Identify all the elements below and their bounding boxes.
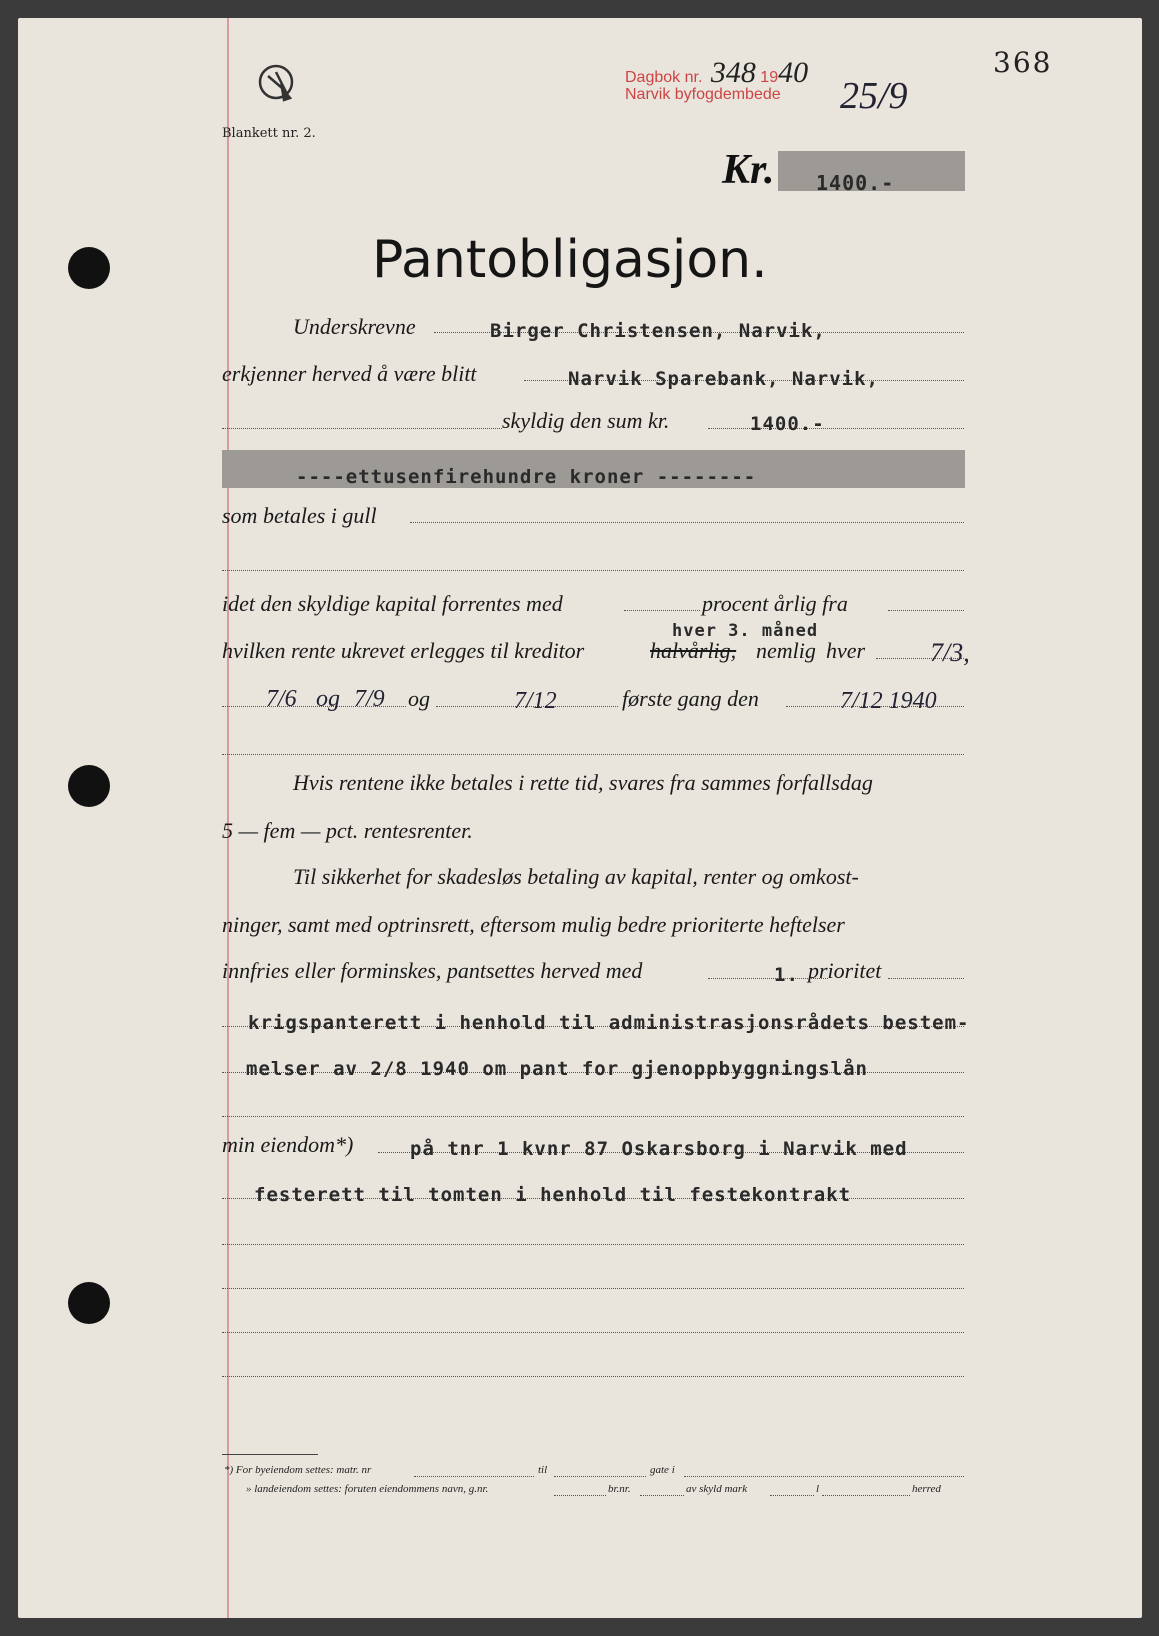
footnote-2e: herred xyxy=(912,1483,941,1495)
payment-label: som betales i gull xyxy=(222,503,377,528)
interest-date-1: 7/3, xyxy=(930,638,970,667)
interest-og-1: og xyxy=(316,686,340,712)
kr-amount: 1400.- xyxy=(816,171,895,195)
fill-line xyxy=(222,1376,964,1377)
sum-label: skyldig den sum kr. xyxy=(502,408,670,433)
interest-text-c: hvilken rente ukrevet erlegges til kreditor xyxy=(222,638,585,663)
late-interest-text: Hvis rentene ikke betales i rette tid, svares fra sammes forfallsdag xyxy=(293,770,873,795)
form-logo-icon xyxy=(256,62,304,108)
first-payment-date: 7/12 1940 xyxy=(840,688,937,714)
footnote-1c: gate i xyxy=(650,1464,675,1476)
creditor-label: erkjenner herved å være blitt xyxy=(222,361,477,386)
security-typed-1: krigspanterett i henhold til administrasjonsrådets bestem- xyxy=(248,1012,970,1034)
footnote-2a: » landeiendom settes: foruten eiendommens navn, g.nr. xyxy=(246,1483,489,1495)
fill-line xyxy=(770,1495,814,1496)
footnote-2b: br.nr. xyxy=(608,1483,631,1495)
fill-line xyxy=(222,1116,964,1117)
fill-line xyxy=(222,428,502,429)
fill-line xyxy=(708,428,964,429)
interest-date-4: 7/12 xyxy=(514,688,557,714)
stamp-year-prefix: 19 xyxy=(760,69,779,86)
fill-line xyxy=(554,1495,606,1496)
fill-line xyxy=(222,570,964,571)
punch-hole xyxy=(68,1282,110,1324)
footnote-rule xyxy=(222,1454,318,1455)
priority-label: prioritet xyxy=(808,958,882,983)
security-text-2: ninger, samt med optrinsrett, eftersom mulig bedre prioriterte heftelser xyxy=(222,912,845,937)
journal-number: 348 xyxy=(710,56,756,89)
interest-text-a: idet den skyldige kapital forrentes med xyxy=(222,591,563,616)
fill-line xyxy=(410,522,964,523)
late-interest-rate: 5 — fem — pct. rentesrenter. xyxy=(222,818,473,843)
fill-line xyxy=(222,1332,964,1333)
sum-value: 1400.- xyxy=(750,413,825,435)
stamp-date: 25/9 xyxy=(840,75,908,117)
fill-line xyxy=(222,1244,964,1245)
interest-text-b: procent årlig fra xyxy=(702,591,848,616)
interest-date-2: 7/6 xyxy=(266,686,297,712)
stamp-prefix: Dagbok nr. xyxy=(625,69,703,86)
interest-insert: hver 3. måned xyxy=(672,621,819,641)
fill-line xyxy=(888,978,964,979)
security-text-1: Til sikkerhet for skadesløs betaling av kapital, renter og omkost- xyxy=(293,864,859,889)
fill-line xyxy=(222,754,964,755)
interest-og-2: og xyxy=(408,686,430,711)
priority-number: 1. xyxy=(774,964,799,986)
fill-line xyxy=(888,610,964,611)
kr-label: Kr. xyxy=(722,147,775,193)
fill-line xyxy=(640,1495,684,1496)
debtor-label: Underskrevne xyxy=(293,314,416,339)
fill-line xyxy=(414,1476,534,1477)
journal-stamp xyxy=(625,56,808,90)
footnote-2c: av skyld mark xyxy=(686,1483,748,1495)
fill-line xyxy=(684,1476,964,1477)
fill-line xyxy=(822,1495,910,1496)
punch-hole xyxy=(68,247,110,289)
property-typed-1: på tnr 1 kvnr 87 Oskarsborg i Narvik med xyxy=(410,1138,908,1160)
property-typed-2: festerett til tomten i henhold til festekontrakt xyxy=(254,1184,852,1206)
property-label: min eiendom*) xyxy=(222,1132,354,1157)
journal-year: 40 xyxy=(778,56,809,89)
footnote-2d: l xyxy=(816,1483,820,1495)
document-title: Pantobligasjon. xyxy=(372,230,768,290)
interest-text-e: hver xyxy=(826,638,866,663)
fill-line xyxy=(222,1288,964,1289)
debtor-name: Birger Christensen, Narvik, xyxy=(490,320,826,342)
form-number: Blankett nr. 2. xyxy=(222,126,316,141)
interest-struck: halvårlig, xyxy=(650,638,737,663)
creditor-name: Narvik Sparebank, Narvik, xyxy=(568,368,879,390)
fill-line xyxy=(554,1476,646,1477)
first-payment-label: første gang den xyxy=(622,686,759,711)
footnote-1b: til xyxy=(538,1464,548,1476)
amount-words: ----ettusenfirehundre kroner -------- xyxy=(296,466,757,488)
page-number: 368 xyxy=(993,46,1053,79)
interest-date-3: 7/9 xyxy=(354,686,385,712)
fill-line xyxy=(624,610,700,611)
interest-text-d: nemlig xyxy=(756,638,816,663)
document-page xyxy=(18,18,1142,1618)
punch-hole xyxy=(68,765,110,807)
security-text-3: innfries eller forminskes, pantsettes herved med xyxy=(222,958,643,983)
stamp-office: Narvik byfogdembede xyxy=(625,86,781,103)
security-typed-2: melser av 2/8 1940 om pant for gjenoppbyggningslån xyxy=(246,1058,868,1080)
footnote-1a: *) For byeiendom settes: matr. nr xyxy=(224,1464,372,1476)
